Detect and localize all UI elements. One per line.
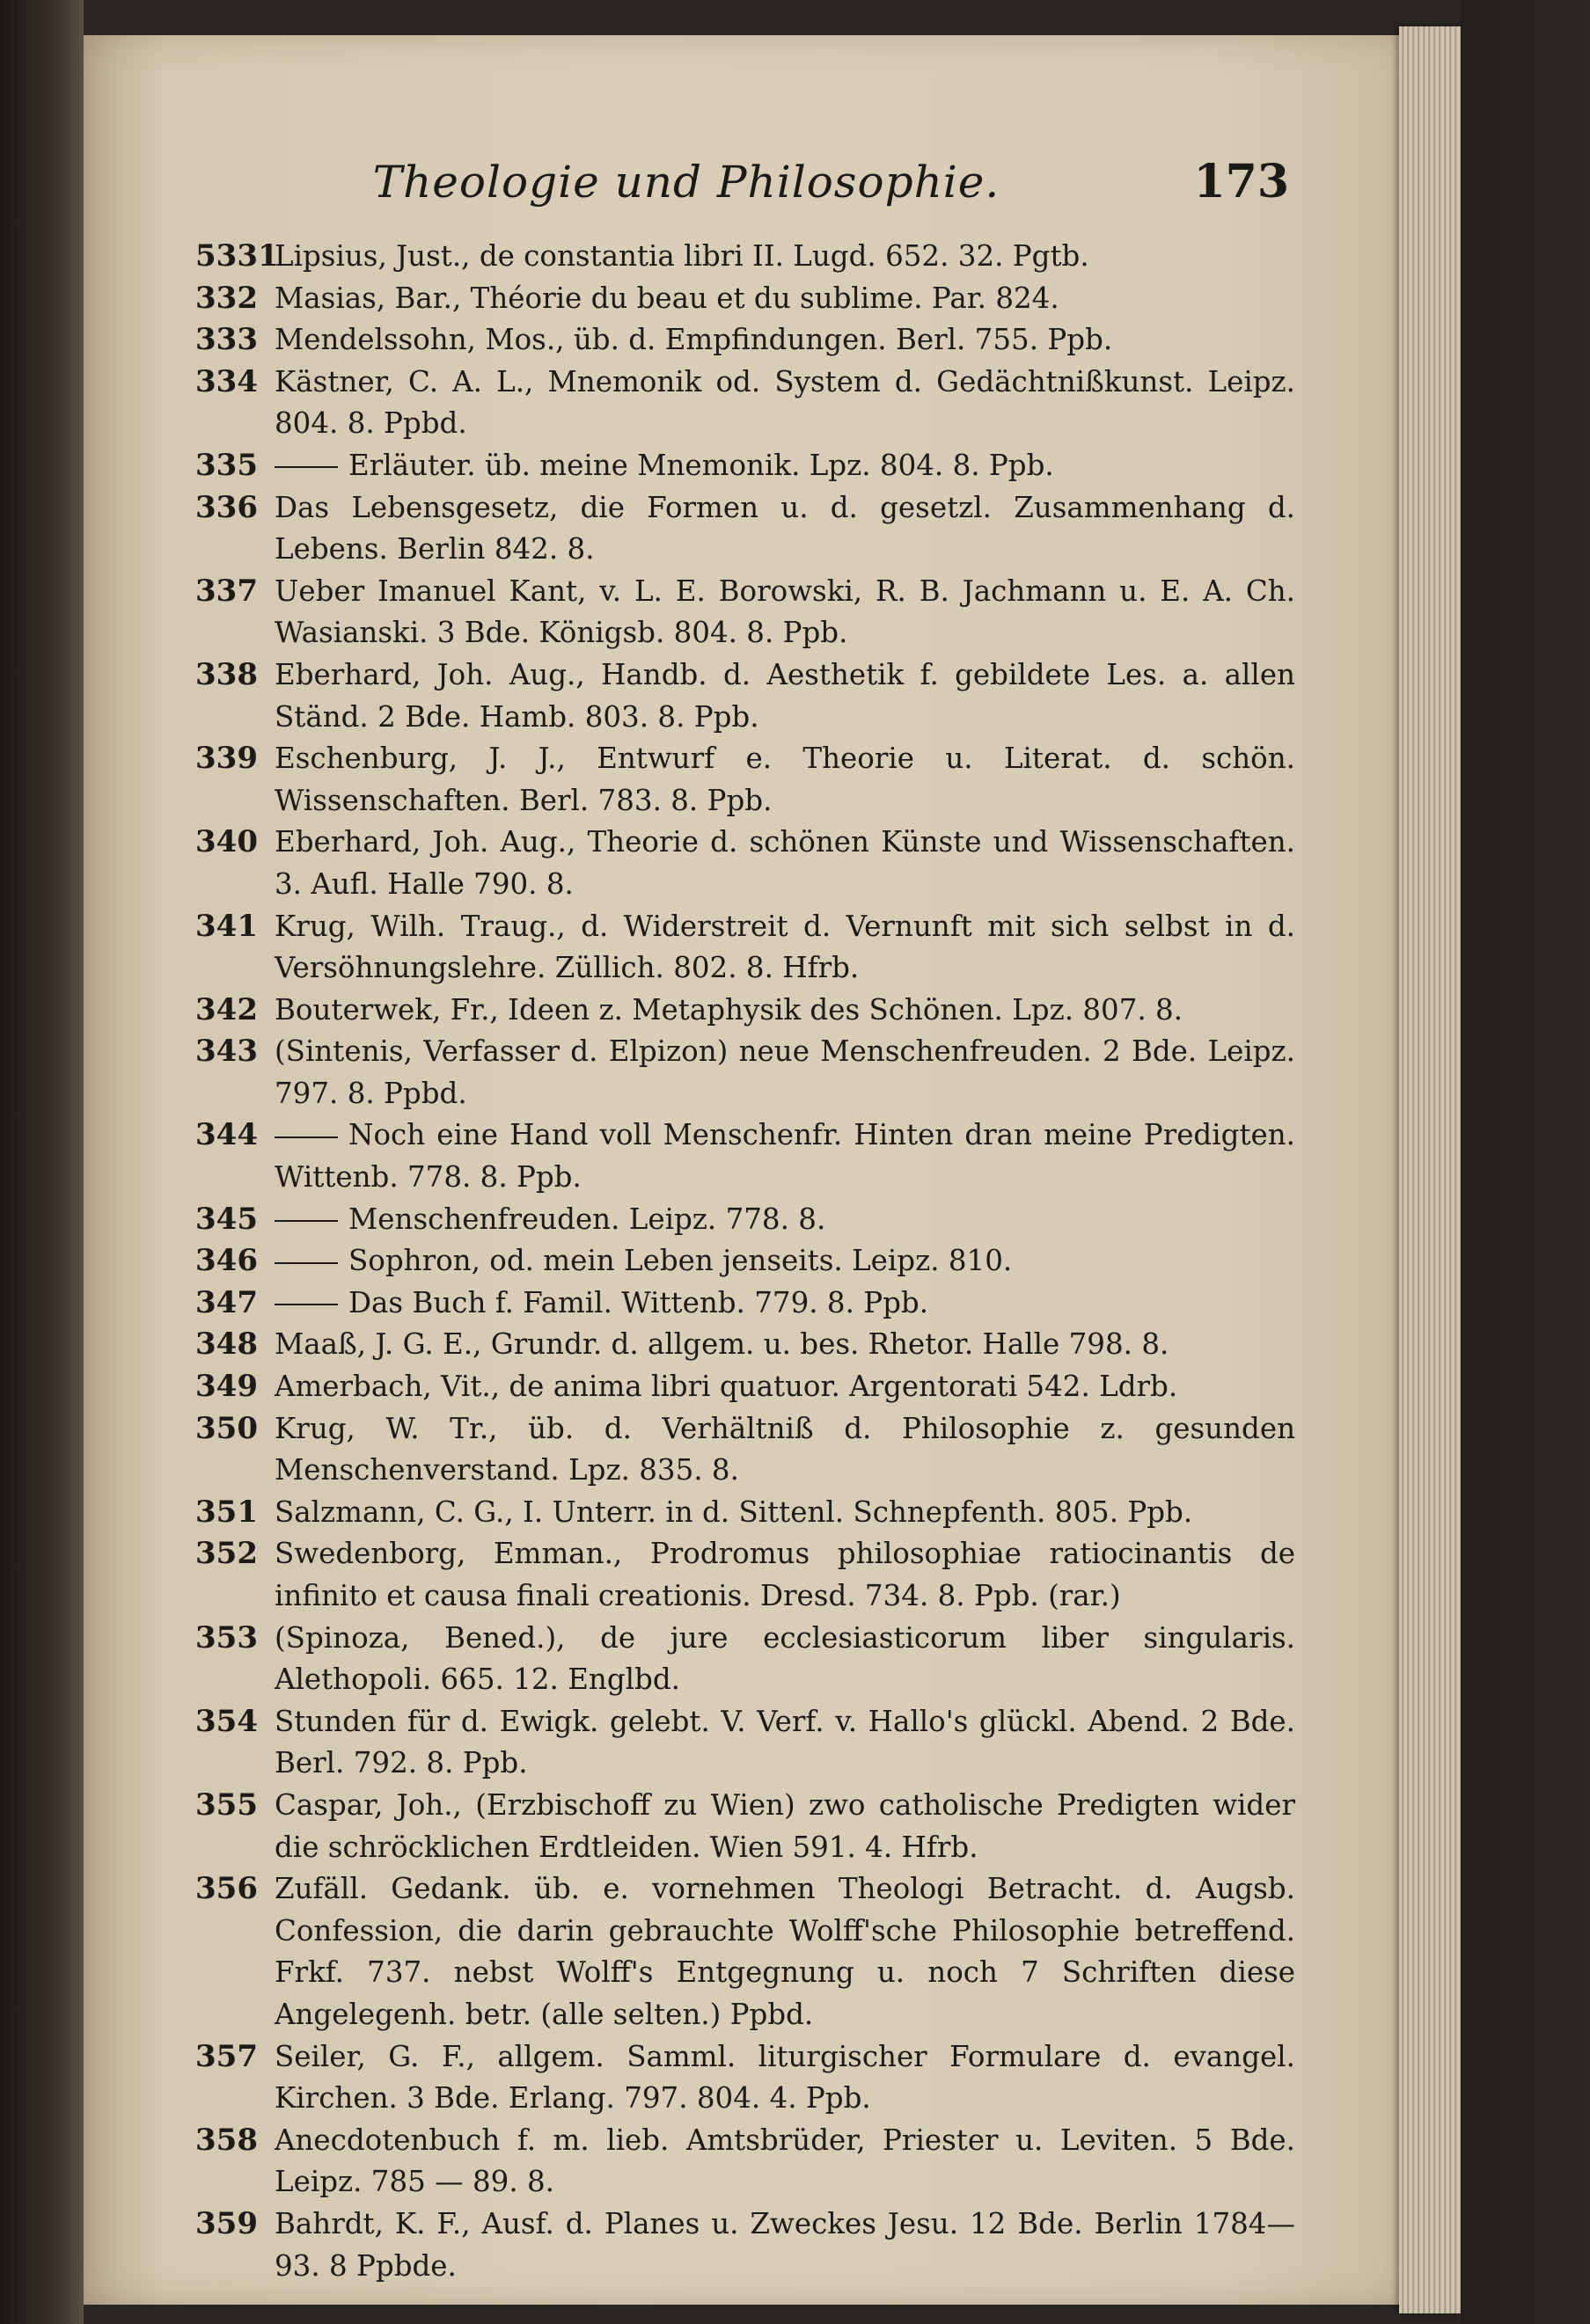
entry-number: 359 xyxy=(195,2205,258,2241)
catalog-entry xyxy=(195,1408,1295,1492)
entry-number: 353 xyxy=(195,1619,258,1655)
entry-text xyxy=(275,1492,1295,1534)
catalog-entry xyxy=(195,1492,1295,1534)
entry-description: Amerbach, Vit., de anima libri quatuor. Argentorati 542. Ldrb. xyxy=(275,1370,1178,1404)
entry-text xyxy=(275,487,1295,571)
entry-number: 333 xyxy=(195,322,258,358)
page-number: 173 xyxy=(1193,155,1289,208)
running-title: Theologie und Philosophie. xyxy=(372,157,1000,208)
entry-text xyxy=(275,906,1295,990)
entry-description: Eberhard, Joh. Aug., Theorie d. schönen Künste und Wissenschaften. 3. Aufl. Halle 790. 8. xyxy=(275,825,1295,901)
entry-description: (Spinoza, Bened.), de jure ecclesiasticorum liber singularis. Alethopoli. 665. 12. Englbd. xyxy=(275,1620,1295,1697)
entry-number: 358 xyxy=(195,2122,258,2158)
entry-description: Bouterwek, Fr., Ideen z. Metaphysik des Schönen. Lpz. 807. 8. xyxy=(275,992,1183,1027)
catalog-entry xyxy=(195,319,1295,362)
catalog-entry xyxy=(195,1785,1295,1868)
entry-description: Das Lebensgesetz, die Formen u. d. gesetzl. Zusammenhang d. Lebens. Berlin 842. 8. xyxy=(275,490,1295,566)
ditto-dash xyxy=(275,1136,338,1138)
entry-number: 356 xyxy=(195,1871,258,1907)
entry-number: 340 xyxy=(195,824,258,860)
entry-text xyxy=(275,2203,1295,2287)
scan-right-margin xyxy=(1461,0,1590,2324)
page-header xyxy=(84,157,1289,227)
catalog-entry xyxy=(195,1366,1295,1408)
catalog-entry xyxy=(195,1283,1295,1325)
entry-description: (Sintenis, Verfasser d. Elpizon) neue Menschenfreuden. 2 Bde. Leipz. 797. 8. Ppbd. xyxy=(275,1034,1295,1110)
catalog-entry xyxy=(195,445,1295,487)
entry-description: Sophron, od. mein Leben jenseits. Leipz. 810. xyxy=(348,1244,1013,1278)
entry-number: 338 xyxy=(195,656,258,692)
entry-text xyxy=(275,1031,1295,1114)
catalog-entry xyxy=(195,1114,1295,1198)
entry-description: Noch eine Hand voll Menschenfr. Hinten dran meine Predigten. Wittenb. 778. 8. Ppb. xyxy=(275,1118,1295,1195)
catalog-entry xyxy=(195,2120,1295,2203)
catalog-entries xyxy=(195,236,1295,2287)
ditto-dash xyxy=(275,1220,338,1222)
entry-number: 352 xyxy=(195,1536,258,1572)
entry-number: 345 xyxy=(195,1201,258,1237)
entry-number: 343 xyxy=(195,1034,258,1070)
catalog-entry xyxy=(195,906,1295,990)
entry-description: Kästner, C. A. L., Mnemonik od. System d. Gedächtnißkunst. Leipz. 804. 8. Ppbd. xyxy=(275,364,1295,441)
entry-number: 348 xyxy=(195,1326,258,1363)
entry-number: 350 xyxy=(195,1410,258,1446)
entry-number: 332 xyxy=(195,280,258,316)
entry-description: Maaß, J. G. E., Grundr. d. allgem. u. bes. Rhetor. Halle 798. 8. xyxy=(275,1327,1169,1362)
catalog-entry xyxy=(195,654,1295,738)
entry-text xyxy=(275,990,1295,1032)
entry-number: 5331 xyxy=(195,238,279,274)
entry-description: Salzmann, C. G., I. Unterr. in d. Sittenl. Schnepfenth. 805. Ppb. xyxy=(275,1495,1193,1529)
entry-description: Stunden für d. Ewigk. gelebt. V. Verf. v. Hallo's glückl. Abend. 2 Bde. Berl. 792. 8. Ppb. xyxy=(275,1704,1295,1780)
entry-number: 334 xyxy=(195,363,258,399)
entry-text xyxy=(275,1324,1295,1366)
entry-text xyxy=(275,738,1295,822)
entry-text xyxy=(275,1114,1295,1198)
entry-text xyxy=(275,1618,1295,1701)
ditto-dash xyxy=(275,1262,338,1264)
entry-text xyxy=(275,445,1295,487)
catalog-entry xyxy=(195,278,1295,320)
entry-description: Mendelssohn, Mos., üb. d. Empfindungen. Berl. 755. Ppb. xyxy=(275,323,1113,357)
entry-description: Eberhard, Joh. Aug., Handb. d. Aesthetik f. gebildete Les. a. allen Ständ. 2 Bde. Hamb. 803. 8. Ppb. xyxy=(275,657,1295,734)
entry-description: Erläuter. üb. meine Mnemonik. Lpz. 804. 8. Ppb. xyxy=(348,448,1054,482)
catalog-entry xyxy=(195,1199,1295,1241)
entry-description: Das Buch f. Famil. Wittenb. 779. 8. Ppb. xyxy=(348,1285,929,1319)
catalog-entry xyxy=(195,1533,1295,1617)
entry-text xyxy=(275,654,1295,738)
catalog-entry xyxy=(195,1701,1295,1785)
entry-text xyxy=(275,822,1295,905)
entry-description: Anecdotenbuch f. m. lieb. Amtsbrüder, Priester u. Leviten. 5 Bde. Leipz. 785 — 89. 8. xyxy=(275,2123,1295,2199)
entry-text xyxy=(275,1701,1295,1785)
entry-number: 351 xyxy=(195,1494,258,1530)
entry-description: Ueber Imanuel Kant, v. L. E. Borowski, R. B. Jachmann u. E. A. Ch. Wasianski. 3 Bde. Königsb. 804. 8. Ppb. xyxy=(275,574,1295,650)
entry-text xyxy=(275,2120,1295,2203)
entry-text xyxy=(275,2036,1295,2120)
catalog-entry xyxy=(195,990,1295,1032)
entry-number: 357 xyxy=(195,2038,258,2074)
catalog-entry xyxy=(195,2036,1295,2120)
entry-text xyxy=(275,1868,1295,2035)
catalog-entry xyxy=(195,1031,1295,1114)
catalog-entry xyxy=(195,571,1295,654)
entry-number: 347 xyxy=(195,1284,258,1320)
entry-text xyxy=(275,1240,1295,1283)
entry-description: Krug, Wilh. Traug., d. Widerstreit d. Vernunft mit sich selbst in d. Versöhnungslehre. Züllich. 802. 8. Hfrb. xyxy=(275,909,1295,985)
catalog-entry xyxy=(195,1868,1295,2035)
entry-text xyxy=(275,1533,1295,1617)
scan-left-margin xyxy=(0,0,84,2324)
entry-number: 344 xyxy=(195,1117,258,1153)
entry-number: 337 xyxy=(195,573,258,609)
entry-number: 336 xyxy=(195,489,258,525)
entry-description: Lipsius, Just., de constantia libri II. Lugd. 652. 32. Pgtb. xyxy=(275,239,1089,273)
entry-description: Seiler, G. F., allgem. Samml. liturgischer Formulare d. evangel. Kirchen. 3 Bde. Erlang. 797. 804. 4. Ppb. xyxy=(275,2039,1295,2116)
catalog-entry xyxy=(195,822,1295,905)
catalog-entry xyxy=(195,362,1295,445)
entry-number: 349 xyxy=(195,1369,258,1405)
entry-number: 339 xyxy=(195,741,258,777)
entry-text xyxy=(275,1408,1295,1492)
ditto-dash xyxy=(275,1304,338,1305)
entry-description: Swedenborg, Emman., Prodromus philosophiae ratiocinantis de infinito et causa finali creationis. Dresd. 734. 8. Ppb. (rar.) xyxy=(275,1537,1295,1612)
entry-description: Zufäll. Gedank. üb. e. vornehmen Theologi Betracht. d. Augsb. Confession, die darin gebrauchte Wolff'sche Philosophie betreffend. Frkf. 737. nebst Wolff's Entgegnung u. noch 7 Schriften diese Angelegenh. betr. (alle selten.) Ppbd. xyxy=(275,1872,1295,2031)
entry-text xyxy=(275,236,1295,278)
entry-text xyxy=(275,362,1295,445)
catalog-entry xyxy=(195,1240,1295,1283)
entry-description: Krug, W. Tr., üb. d. Verhältniß d. Philosophie z. gesunden Menschenverstand. Lpz. 835. 8. xyxy=(275,1411,1295,1487)
entry-text xyxy=(275,1785,1295,1868)
catalog-entry xyxy=(195,1618,1295,1701)
entry-number: 346 xyxy=(195,1243,258,1279)
catalog-entry xyxy=(195,1324,1295,1366)
entry-text xyxy=(275,1366,1295,1408)
entry-number: 335 xyxy=(195,447,258,483)
entry-description: Masias, Bar., Théorie du beau et du sublime. Par. 824. xyxy=(275,281,1059,315)
entry-number: 342 xyxy=(195,991,258,1027)
entry-text xyxy=(275,1283,1295,1325)
entry-number: 341 xyxy=(195,908,258,944)
ditto-dash xyxy=(275,466,338,468)
entry-description: Menschenfreuden. Leipz. 778. 8. xyxy=(348,1202,826,1236)
entry-description: Caspar, Joh., (Erzbischoff zu Wien) zwo catholische Predigten wider die schröcklichen Erdtleiden. Wien 591. 4. Hfrb. xyxy=(275,1787,1295,1864)
entry-number: 355 xyxy=(195,1787,258,1823)
entry-description: Bahrdt, K. F., Ausf. d. Planes u. Zweckes Jesu. 12 Bde. Berlin 1784—93. 8 Ppbde. xyxy=(275,2206,1295,2283)
entry-number: 354 xyxy=(195,1703,258,1739)
catalog-entry xyxy=(195,2203,1295,2287)
catalog-entry xyxy=(195,487,1295,571)
entry-text xyxy=(275,319,1295,362)
entry-text xyxy=(275,278,1295,320)
entry-text xyxy=(275,571,1295,654)
catalog-entry xyxy=(195,738,1295,822)
catalog-entry xyxy=(195,236,1295,278)
entry-description: Eschenburg, J. J., Entwurf e. Theorie u. Literat. d. schön. Wissenschaften. Berl. 783. 8. Ppb. xyxy=(275,742,1295,817)
book-page-edges xyxy=(1399,26,1461,2313)
entry-text xyxy=(275,1199,1295,1241)
